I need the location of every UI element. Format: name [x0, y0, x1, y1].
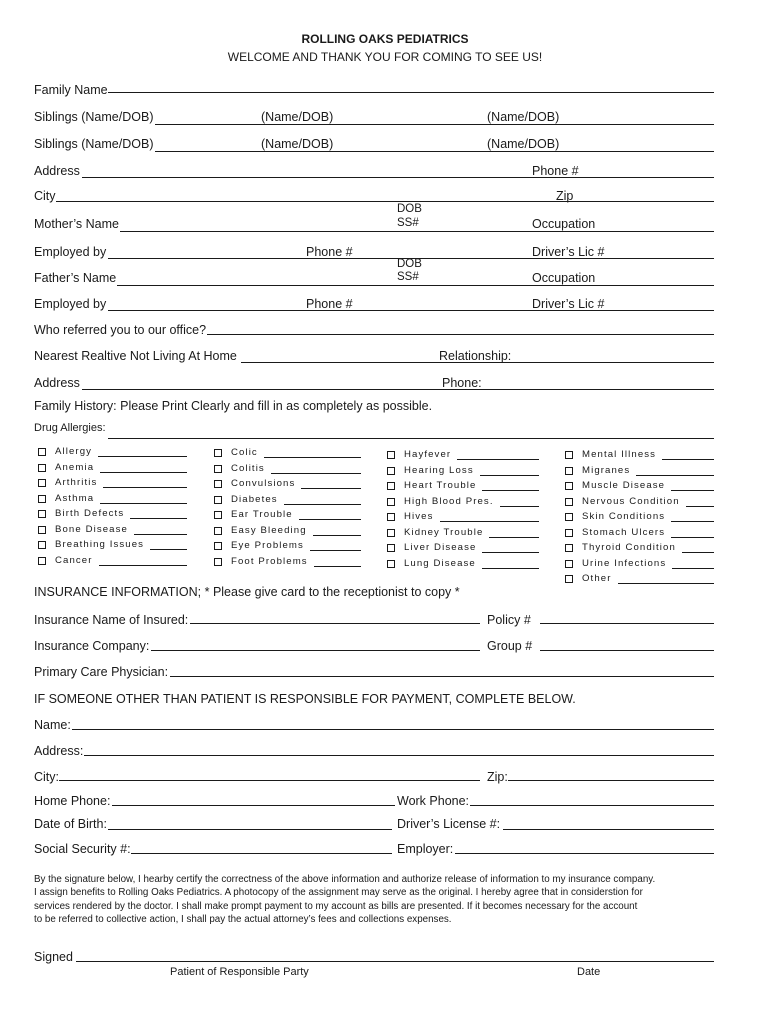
- condition-label: Easy Bleeding: [231, 524, 307, 536]
- checkbox[interactable]: [387, 451, 395, 459]
- insurance-company-field[interactable]: [151, 650, 480, 651]
- father-phone-label: Phone #: [306, 297, 353, 311]
- checkbox[interactable]: [387, 467, 395, 475]
- condition-field[interactable]: [313, 535, 361, 536]
- condition-field[interactable]: [457, 459, 539, 460]
- address-label: Address: [34, 164, 80, 178]
- siblings-label-2: Siblings (Name/DOB): [34, 137, 154, 151]
- checkbox[interactable]: [38, 510, 46, 518]
- mother-ss-label: SS#: [397, 217, 419, 229]
- responsible-dob-label: Date of Birth:: [34, 817, 107, 831]
- condition-label: Skin Conditions: [582, 511, 666, 522]
- responsible-heading: IF SOMEONE OTHER THAN PATIENT IS RESPONSIBLE FOR PAYMENT, COMPLETE BELOW.: [34, 692, 576, 706]
- referred-field[interactable]: [207, 334, 714, 335]
- condition-field[interactable]: [500, 506, 539, 507]
- mother-phone-label: Phone #: [306, 245, 353, 259]
- condition-label: Anemia: [55, 461, 95, 473]
- checkbox[interactable]: [214, 527, 222, 535]
- condition-field[interactable]: [301, 488, 361, 489]
- father-dob-label: DOB: [397, 258, 422, 270]
- insurance-heading: INSURANCE INFORMATION; * Please give card to the receptionist to copy *: [34, 585, 460, 599]
- checkbox[interactable]: [565, 482, 573, 490]
- condition-label: Lung Disease: [404, 557, 476, 569]
- checkbox[interactable]: [214, 480, 222, 488]
- condition-field[interactable]: [636, 475, 714, 476]
- policy-label: Policy #: [487, 613, 531, 627]
- father-drivers-lic-label: Driver’s Lic #: [532, 297, 605, 311]
- checkbox[interactable]: [214, 511, 222, 519]
- employer-label: Employer:: [397, 842, 454, 856]
- condition-label: Bone Disease: [55, 523, 128, 535]
- city-field[interactable]: [56, 201, 714, 202]
- checkbox[interactable]: [565, 575, 573, 583]
- condition-field[interactable]: [264, 457, 361, 458]
- siblings-field-2[interactable]: [155, 151, 714, 152]
- condition-label: Heart Trouble: [404, 480, 477, 491]
- drug-allergies-field[interactable]: [108, 438, 714, 439]
- nearest-relative-label: Nearest Realtive Not Living At Home: [34, 349, 237, 363]
- condition-field[interactable]: [310, 550, 361, 551]
- condition-field[interactable]: [480, 475, 539, 476]
- condition-field[interactable]: [98, 456, 187, 457]
- consent-paragraph: [34, 873, 734, 927]
- condition-field[interactable]: [482, 490, 539, 491]
- father-employed-label: Employed by: [34, 297, 107, 311]
- condition-label: Foot Problems: [231, 555, 308, 567]
- checkbox[interactable]: [387, 560, 395, 568]
- checkbox[interactable]: [38, 448, 46, 456]
- condition-label: Cancer: [55, 554, 93, 566]
- condition-label: Arthritis: [55, 477, 98, 488]
- form-subtitle: WELCOME AND THANK YOU FOR COMING TO SEE US!: [227, 50, 543, 64]
- checkbox[interactable]: [38, 464, 46, 472]
- checkbox[interactable]: [214, 465, 222, 473]
- checkbox[interactable]: [565, 451, 573, 459]
- condition-label: Allergy: [55, 446, 93, 457]
- checkbox[interactable]: [565, 560, 573, 568]
- sibling-name-dob-1b: (Name/DOB): [261, 110, 334, 124]
- fathers-name-field[interactable]: [117, 285, 714, 286]
- condition-label: Urine Infections: [582, 557, 667, 569]
- checkbox[interactable]: [38, 557, 46, 565]
- checkbox[interactable]: [387, 544, 395, 552]
- ssn-field[interactable]: [131, 853, 392, 854]
- condition-field[interactable]: [489, 537, 539, 538]
- condition-label: Thyroid Condition: [582, 542, 676, 553]
- checkbox[interactable]: [387, 482, 395, 490]
- condition-field[interactable]: [134, 534, 187, 535]
- condition-field[interactable]: [299, 519, 361, 520]
- condition-label: Liver Disease: [404, 542, 477, 553]
- condition-label: Other: [582, 573, 612, 584]
- checkbox[interactable]: [38, 541, 46, 549]
- referred-label: Who referred you to our office?: [34, 323, 207, 337]
- phone-label: Phone #: [532, 164, 579, 178]
- checkbox[interactable]: [565, 467, 573, 475]
- responsible-address-field[interactable]: [84, 755, 714, 756]
- family-name-label: Family Name: [34, 83, 108, 97]
- relative-address-field[interactable]: [82, 389, 714, 390]
- condition-field[interactable]: [103, 487, 187, 488]
- mothers-name-field[interactable]: [120, 231, 714, 232]
- condition-label: Colic: [231, 447, 258, 458]
- signed-label: Signed: [34, 950, 73, 964]
- fathers-name-label: Father’s Name: [34, 271, 117, 285]
- ssn-label: Social Security #:: [34, 842, 131, 856]
- responsible-address-label: Address:: [34, 744, 84, 758]
- condition-field[interactable]: [672, 568, 714, 569]
- checkbox[interactable]: [214, 542, 222, 550]
- relationship-label: Relationship:: [439, 349, 512, 363]
- checkbox[interactable]: [214, 558, 222, 566]
- family-history-heading: Family History: Please Print Clearly and fill in as completely as possible.: [34, 399, 433, 413]
- condition-label: Eye Problems: [231, 540, 304, 551]
- group-field[interactable]: [540, 650, 714, 651]
- employer-field[interactable]: [455, 853, 714, 854]
- responsible-zip-label: Zip:: [487, 770, 508, 784]
- address-field[interactable]: [82, 177, 714, 178]
- home-phone-label: Home Phone:: [34, 794, 111, 808]
- relative-phone-label: Phone:: [442, 376, 482, 390]
- insurance-company-label: Insurance Company:: [34, 639, 150, 653]
- policy-field[interactable]: [540, 623, 714, 624]
- license-label: Driver’s License #:: [397, 817, 501, 831]
- condition-field[interactable]: [662, 459, 714, 460]
- checkbox[interactable]: [565, 529, 573, 537]
- consent-line-3: services rendered by the doctor. I shall make prompt payment to my account as bills are presented. If it becomes necessary for the account: [34, 900, 638, 912]
- mother-occupation-label: Occupation: [532, 217, 596, 231]
- condition-field[interactable]: [686, 506, 714, 507]
- condition-field[interactable]: [150, 549, 187, 550]
- mother-dob-label: DOB: [397, 203, 422, 215]
- consent-line-2: I assign benefits to Rolling Oaks Pediatrics. A photocopy of the assignment may serve as the original. I hereby agree that in considerstion for: [34, 887, 643, 899]
- sibling-name-dob-1c: (Name/DOB): [487, 110, 560, 124]
- home-phone-field[interactable]: [112, 805, 395, 806]
- condition-field[interactable]: [284, 504, 361, 505]
- consent-line-1: By the signature below, I hearby certify the correctness of the above information and authorize release of information to my insurance company.: [34, 874, 656, 885]
- signature-field[interactable]: [76, 961, 714, 962]
- checkbox[interactable]: [565, 513, 573, 521]
- insurance-name-field[interactable]: [190, 623, 480, 624]
- license-field[interactable]: [503, 829, 714, 830]
- checkbox[interactable]: [565, 544, 573, 552]
- responsible-city-field[interactable]: [59, 780, 480, 781]
- condition-label: Nervous Condition: [582, 495, 680, 507]
- mothers-name-label: Mother’s Name: [34, 217, 119, 231]
- party-caption: Patient of Responsible Party: [170, 966, 309, 978]
- checkbox[interactable]: [214, 449, 222, 457]
- father-employed-field[interactable]: [108, 310, 714, 311]
- sibling-name-dob-2c: (Name/DOB): [487, 137, 560, 151]
- drug-allergies-label: Drug Allergies:: [34, 422, 106, 434]
- insurance-name-label: Insurance Name of Insured:: [34, 613, 189, 627]
- condition-field[interactable]: [682, 552, 714, 553]
- checkbox[interactable]: [38, 526, 46, 534]
- condition-label: Hayfever: [404, 449, 452, 460]
- condition-field[interactable]: [671, 490, 714, 491]
- responsible-dob-field[interactable]: [108, 829, 392, 830]
- consent-line-4: to be referred to collective action, I shall pay the actual attorney’s fees and collections expenses.: [34, 914, 452, 926]
- condition-field[interactable]: [671, 521, 714, 522]
- sibling-name-dob-2b: (Name/DOB): [261, 137, 334, 151]
- condition-label: Hives: [404, 511, 434, 522]
- responsible-city-label: City:: [34, 770, 59, 784]
- checkbox[interactable]: [387, 529, 395, 537]
- checkbox[interactable]: [38, 495, 46, 503]
- form-title: ROLLING OAKS PEDIATRICS: [301, 32, 469, 46]
- checkbox[interactable]: [38, 479, 46, 487]
- family-name-field[interactable]: [108, 92, 714, 93]
- relative-address-label: Address: [34, 376, 80, 390]
- condition-label: Hearing Loss: [404, 464, 474, 476]
- condition-label: Colitis: [231, 462, 265, 474]
- nearest-relative-field[interactable]: [241, 362, 714, 363]
- pcp-field[interactable]: [170, 676, 714, 677]
- condition-label: Mental Illness: [582, 449, 657, 460]
- condition-label: Stomach Ulcers: [582, 526, 666, 538]
- city-label: City: [34, 189, 56, 203]
- zip-label: Zip: [556, 189, 574, 203]
- responsible-name-label: Name:: [34, 718, 71, 732]
- condition-label: Birth Defects: [55, 508, 125, 519]
- condition-field[interactable]: [482, 568, 539, 569]
- condition-field[interactable]: [130, 518, 187, 519]
- father-occupation-label: Occupation: [532, 271, 596, 285]
- father-ss-label: SS#: [397, 271, 419, 283]
- condition-label: Ear Trouble: [231, 509, 293, 520]
- pcp-label: Primary Care Physician:: [34, 665, 169, 679]
- work-phone-label: Work Phone:: [397, 794, 470, 808]
- condition-field[interactable]: [100, 503, 187, 504]
- siblings-field-1[interactable]: [155, 124, 714, 125]
- condition-label: Breathing Issues: [55, 539, 145, 550]
- condition-field[interactable]: [440, 521, 540, 522]
- condition-field[interactable]: [618, 583, 715, 584]
- mother-drivers-lic-label: Driver’s Lic #: [532, 245, 605, 259]
- group-label: Group #: [487, 639, 533, 653]
- condition-label: Muscle Disease: [582, 480, 666, 491]
- checkbox[interactable]: [387, 513, 395, 521]
- condition-label: Diabetes: [231, 493, 278, 505]
- condition-label: Asthma: [55, 492, 95, 504]
- date-caption: Date: [577, 966, 601, 978]
- mother-employed-label: Employed by: [34, 245, 107, 259]
- work-phone-field[interactable]: [470, 805, 714, 806]
- condition-label: Migranes: [582, 464, 631, 476]
- checkbox[interactable]: [214, 496, 222, 504]
- siblings-label-1: Siblings (Name/DOB): [34, 110, 154, 124]
- responsible-zip-field[interactable]: [508, 780, 714, 781]
- condition-field[interactable]: [314, 566, 361, 567]
- condition-field[interactable]: [271, 473, 361, 474]
- condition-field[interactable]: [671, 537, 714, 538]
- responsible-name-field[interactable]: [72, 729, 714, 730]
- condition-label: Kidney Trouble: [404, 526, 484, 538]
- checkbox[interactable]: [565, 498, 573, 506]
- condition-label: Convulsions: [231, 478, 296, 489]
- condition-label: High Blood Pres.: [404, 495, 494, 507]
- condition-field[interactable]: [100, 472, 187, 473]
- condition-field[interactable]: [99, 565, 187, 566]
- checkbox[interactable]: [387, 498, 395, 506]
- condition-field[interactable]: [482, 552, 539, 553]
